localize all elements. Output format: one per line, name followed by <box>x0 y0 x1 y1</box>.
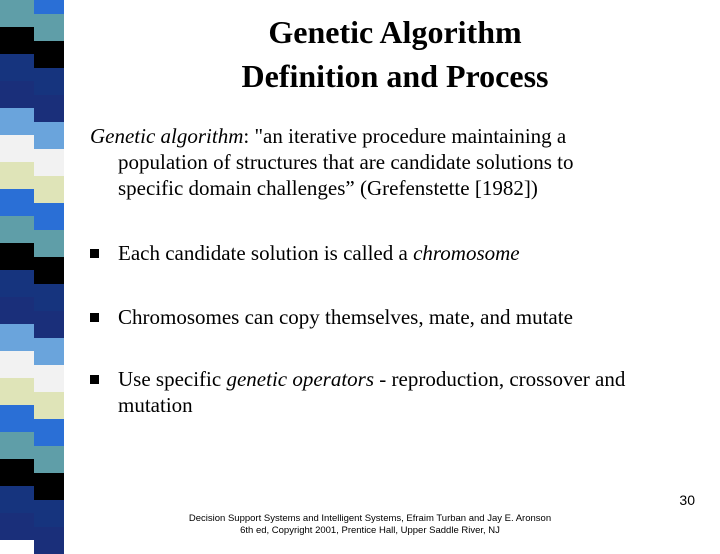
stripe-block <box>0 162 34 189</box>
stripe-block <box>34 41 64 68</box>
stripe-block <box>34 68 64 95</box>
stripe-block <box>0 351 34 378</box>
stripe-block <box>34 446 64 473</box>
stripe-block <box>0 108 34 135</box>
stripe-block <box>34 203 64 230</box>
stripe-block <box>34 257 64 284</box>
stripe-block <box>0 270 34 297</box>
stripe-block <box>34 527 64 554</box>
stripe-block <box>34 500 64 527</box>
square-bullet-icon <box>90 375 99 384</box>
bullet-item <box>90 304 690 330</box>
stripe-block <box>0 243 34 270</box>
stripe-block <box>0 135 34 162</box>
definition-term: Genetic algorithm <box>90 124 244 148</box>
footer-line-2: 6th ed, Copyright 2001, Prentice Hall, Upper Saddle River, NJ <box>240 525 500 536</box>
stripe-block <box>34 392 64 419</box>
square-bullet-icon <box>90 249 99 258</box>
stripe-block <box>34 311 64 338</box>
bullet-item <box>90 240 690 266</box>
stripe-block <box>34 122 64 149</box>
stripe-block <box>0 486 34 513</box>
stripe-block <box>34 419 64 446</box>
square-bullet-icon <box>90 313 99 322</box>
footer-line-1: Decision Support Systems and Intelligent Systems, Efraim Turban and Jay E. Aronson <box>188 513 552 524</box>
definition-paragraph <box>90 123 700 201</box>
stripe-block <box>0 459 34 486</box>
stripe-block <box>34 365 64 392</box>
stripe-block <box>0 378 34 405</box>
stripe-block <box>34 0 64 14</box>
bullet-text: Each candidate solution is called a chromosome <box>118 241 520 265</box>
page-number: 30 <box>679 492 695 508</box>
stripe-block <box>0 513 34 540</box>
stripe-block <box>34 149 64 176</box>
definition-line-1 <box>90 124 566 148</box>
slide-title <box>100 10 690 98</box>
stripe-block <box>34 14 64 41</box>
definition-line-1-rest: : "an iterative procedure maintaining a <box>243 124 567 148</box>
stripe-block <box>0 324 34 351</box>
stripe-block <box>34 473 64 500</box>
definition-line-2: population of structures that are candidate solutions to <box>118 150 574 174</box>
bullet-item <box>90 366 690 418</box>
stripe-block <box>0 0 34 27</box>
stripe-block <box>0 405 34 432</box>
stripe-block <box>0 54 34 81</box>
stripe-block <box>34 338 64 365</box>
stripe-block <box>0 27 34 54</box>
bullet-text: Use specific genetic operators - reproduction, crossover and mutation <box>118 367 626 417</box>
decorative-stripe <box>0 0 64 540</box>
stripe-block <box>0 189 34 216</box>
footer-citation <box>150 513 590 537</box>
stripe-block <box>34 176 64 203</box>
stripe-block <box>0 432 34 459</box>
definition-line-3: specific domain challenges” (Grefenstette [1982]) <box>118 176 538 200</box>
title-line-1: Genetic Algorithm <box>268 14 522 50</box>
title-line-2: Definition and Process <box>241 58 549 94</box>
stripe-block <box>34 230 64 257</box>
stripe-block <box>0 216 34 243</box>
stripe-block <box>0 81 34 108</box>
stripe-block <box>34 95 64 122</box>
bullet-emphasis: genetic operators <box>226 367 375 391</box>
stripe-block <box>34 284 64 311</box>
stripe-block <box>0 297 34 324</box>
bullet-text: Chromosomes can copy themselves, mate, and mutate <box>118 305 573 329</box>
bullet-emphasis: chromosome <box>413 241 520 265</box>
